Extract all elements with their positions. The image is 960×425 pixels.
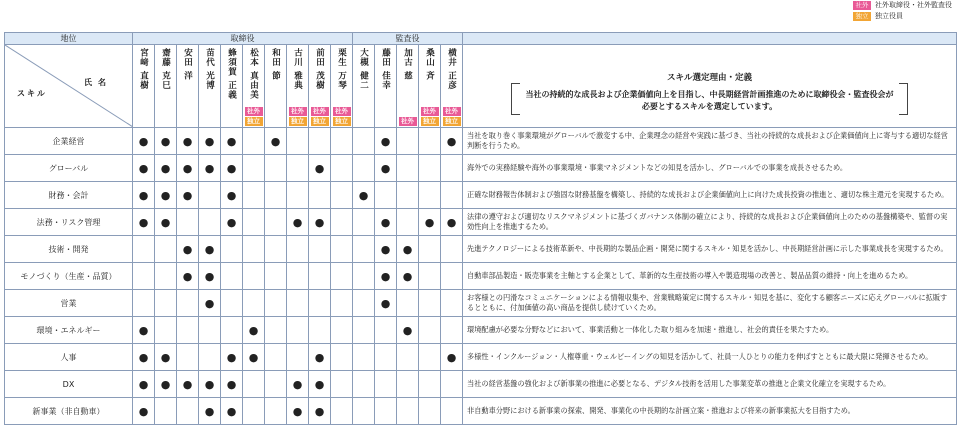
skill-name: 営業 — [5, 290, 133, 317]
skill-mark-empty — [397, 128, 419, 155]
skill-mark-dot: ● — [375, 236, 397, 263]
skill-mark-empty — [221, 290, 243, 317]
person-name: 加古 慈 — [402, 48, 413, 81]
skill-mark-dot: ● — [155, 371, 177, 398]
skill-mark-empty — [419, 155, 441, 182]
person-name-header — [221, 45, 243, 128]
skill-mark-dot: ● — [221, 398, 243, 425]
skill-mark-dot: ● — [397, 236, 419, 263]
person-name: 蜂須賀 正義 — [226, 48, 237, 100]
person-name: 大槻 健二 — [358, 48, 369, 90]
skill-row — [5, 371, 957, 398]
left-bracket-icon — [511, 83, 520, 115]
corner-header — [5, 45, 133, 128]
skill-mark-empty — [397, 290, 419, 317]
skill-mark-empty — [331, 344, 353, 371]
skill-mark-dot: ● — [309, 155, 331, 182]
person-name: 横井 正彦 — [446, 48, 457, 90]
skill-mark-empty — [265, 344, 287, 371]
skill-mark-empty — [243, 209, 265, 236]
skill-mark-dot: ● — [133, 128, 155, 155]
skill-mark-dot: ● — [133, 209, 155, 236]
skill-mark-dot: ● — [221, 344, 243, 371]
outside-badge: 社外 — [853, 1, 871, 10]
person-tags — [288, 107, 307, 126]
person-name-header — [287, 45, 309, 128]
skill-mark-dot: ● — [177, 236, 199, 263]
skill-mark-empty — [441, 155, 463, 182]
reason-title: スキル選定理由・定義 — [667, 73, 752, 83]
skill-mark-empty — [353, 371, 375, 398]
skill-mark-empty — [133, 236, 155, 263]
skill-mark-empty — [309, 317, 331, 344]
skill-mark-dot: ● — [243, 344, 265, 371]
skill-mark-dot: ● — [309, 344, 331, 371]
independent-badge: 独立 — [311, 117, 329, 126]
person-name: 古川 雅典 — [292, 48, 303, 90]
skill-mark-dot: ● — [243, 317, 265, 344]
skill-mark-empty — [265, 290, 287, 317]
person-tags — [310, 107, 329, 126]
person-name-header — [133, 45, 155, 128]
skill-reason: 先進テクノロジーによる技術革新や、中長期的な製品企画・開発に関するスキル・知見を活かし、中長期経営計画に示した事業成長を実現するため。 — [463, 236, 957, 263]
skill-mark-empty — [287, 344, 309, 371]
skill-mark-empty — [221, 236, 243, 263]
person-name-header — [397, 45, 419, 128]
person-tags — [442, 107, 461, 126]
skill-mark-dot: ● — [221, 155, 243, 182]
auditor-group-header: 監査役 — [353, 33, 463, 45]
skill-reason: 当社を取り巻く事業環境がグローバルで激変する中、企業理念の経営や実践に基づき、当社の持続的な成長および企業価値向上に寄与する適切な経営判断を行うため。 — [463, 128, 957, 155]
skill-mark-dot: ● — [221, 371, 243, 398]
legend — [853, 0, 952, 22]
skill-mark-dot: ● — [199, 236, 221, 263]
person-name: 宮﨑 直樹 — [138, 48, 149, 90]
skill-mark-dot: ● — [375, 155, 397, 182]
right-bracket-icon — [899, 83, 908, 115]
skill-mark-empty — [419, 371, 441, 398]
skill-mark-empty — [353, 209, 375, 236]
skill-mark-dot: ● — [199, 263, 221, 290]
skill-mark-dot: ● — [155, 155, 177, 182]
skill-mark-empty — [265, 236, 287, 263]
skill-mark-empty — [199, 209, 221, 236]
skill-name: 人事 — [5, 344, 133, 371]
person-name-header — [353, 45, 375, 128]
skill-mark-dot: ● — [199, 128, 221, 155]
person-name-header — [375, 45, 397, 128]
independent-badge: 独立 — [245, 117, 263, 126]
skill-reason: 当社の経営基盤の強化および新事業の推進に必要となる、デジタル技術を活用した事業変革の推進と企業文化確立を実現するため。 — [463, 371, 957, 398]
skill-mark-empty — [309, 236, 331, 263]
skill-row — [5, 290, 957, 317]
skill-name: 新事業（非自動車） — [5, 398, 133, 425]
person-name: 安田 洋 — [182, 48, 193, 81]
skill-reason: 海外での実務経験や海外の事業環境・事業マネジメントなどの知見を活かし、グローバルでの事業を成長させるため。 — [463, 155, 957, 182]
skill-mark-empty — [265, 209, 287, 236]
skill-mark-dot: ● — [375, 263, 397, 290]
skill-mark-empty — [265, 155, 287, 182]
skill-mark-empty — [243, 263, 265, 290]
skill-mark-empty — [309, 128, 331, 155]
skill-mark-dot: ● — [199, 290, 221, 317]
skill-mark-dot: ● — [265, 128, 287, 155]
skill-mark-dot: ● — [441, 344, 463, 371]
skill-mark-empty — [419, 182, 441, 209]
skill-mark-empty — [397, 155, 419, 182]
skill-mark-dot: ● — [133, 344, 155, 371]
skill-mark-empty — [441, 236, 463, 263]
skill-name: 法務・リスク管理 — [5, 209, 133, 236]
person-name: 栗生 万琴 — [336, 48, 347, 90]
skill-mark-empty — [221, 317, 243, 344]
skill-mark-empty — [177, 317, 199, 344]
skill-mark-dot: ● — [287, 371, 309, 398]
person-name-header — [177, 45, 199, 128]
skill-name: グローバル — [5, 155, 133, 182]
skill-mark-dot: ● — [155, 209, 177, 236]
reason-description: 当社の持続的な成長および企業価値向上を目指し、中長期経営計画推進のために取締役会・監査役会が必要とするスキルを選定しています。 — [525, 90, 894, 111]
skill-mark-empty — [331, 128, 353, 155]
skill-reason: 正確な財務報告体制および強固な財務基盤を構築し、持続的な成長および企業価値向上に向けた成長投資の推進と、適切な株主還元を実現するため。 — [463, 182, 957, 209]
person-name: 桑山 斉 — [424, 48, 435, 81]
skill-reason: お客様との円滑なコミュニケーションによる情報収集や、営業戦略策定に関するスキル・知見を基に、変化する顧客ニーズに応えグローバルに拡販するとともに、付加価値の高い商品を提供し続けていくため。 — [463, 290, 957, 317]
skill-mark-empty — [331, 317, 353, 344]
skill-mark-empty — [265, 182, 287, 209]
independent-badge: 独立 — [853, 12, 871, 21]
skill-mark-empty — [287, 155, 309, 182]
skill-mark-empty — [375, 344, 397, 371]
skill-mark-empty — [287, 317, 309, 344]
skill-mark-empty — [397, 209, 419, 236]
person-name-header — [243, 45, 265, 128]
skill-mark-dot: ● — [309, 371, 331, 398]
skill-row — [5, 263, 957, 290]
skill-mark-empty — [397, 344, 419, 371]
skill-mark-empty — [287, 128, 309, 155]
skill-mark-empty — [177, 209, 199, 236]
diagonal-line-icon — [5, 45, 133, 127]
outside-badge: 社外 — [289, 107, 307, 116]
skill-mark-empty — [287, 236, 309, 263]
person-name-header — [309, 45, 331, 128]
skill-mark-empty — [331, 182, 353, 209]
skill-mark-dot: ● — [397, 263, 419, 290]
skill-mark-empty — [353, 317, 375, 344]
skill-mark-dot: ● — [177, 155, 199, 182]
skill-mark-empty — [309, 182, 331, 209]
skill-mark-dot: ● — [441, 128, 463, 155]
skill-name: 環境・エネルギー — [5, 317, 133, 344]
reason-blank-header — [463, 33, 957, 45]
skill-mark-dot: ● — [199, 371, 221, 398]
legend-text: 独立役員 — [875, 12, 903, 20]
skill-row — [5, 182, 957, 209]
outside-badge: 社外 — [333, 107, 351, 116]
skill-mark-empty — [353, 236, 375, 263]
skill-row — [5, 128, 957, 155]
skill-mark-dot: ● — [397, 317, 419, 344]
person-name-header — [155, 45, 177, 128]
skill-mark-dot: ● — [309, 209, 331, 236]
skill-reason: 非自動車分野における新事業の探索、開発、事業化の中長期的な計画立案・推進および将来の新事業拡大を目指すため。 — [463, 398, 957, 425]
skill-mark-empty — [375, 182, 397, 209]
person-name: 松本 真由美 — [248, 48, 259, 100]
name-label: 氏名 — [84, 78, 112, 87]
independent-badge: 独立 — [421, 117, 439, 126]
skill-name: DX — [5, 371, 133, 398]
header-row-position — [5, 33, 957, 45]
skill-mark-dot: ● — [133, 398, 155, 425]
skill-mark-empty — [375, 317, 397, 344]
skill-mark-empty — [397, 182, 419, 209]
skill-mark-empty — [155, 290, 177, 317]
skill-mark-empty — [419, 344, 441, 371]
skill-mark-dot: ● — [155, 128, 177, 155]
skill-mark-empty — [177, 344, 199, 371]
skill-mark-dot: ● — [441, 209, 463, 236]
skill-mark-dot: ● — [133, 155, 155, 182]
skill-mark-dot: ● — [375, 290, 397, 317]
skill-name: 財務・会計 — [5, 182, 133, 209]
header-row-names — [5, 45, 957, 128]
skill-mark-empty — [419, 263, 441, 290]
skill-mark-empty — [419, 290, 441, 317]
skill-mark-empty — [133, 263, 155, 290]
skill-reason: 多様性・インクルージョン・人権尊重・ウェルビーイングの知見を活かして、社員一人ひとりの能力を伸ばすとともに最大限に発揮させるため。 — [463, 344, 957, 371]
skill-name: モノづくり（生産・品質） — [5, 263, 133, 290]
skill-mark-empty — [331, 371, 353, 398]
skill-name: 技術・開発 — [5, 236, 133, 263]
skill-mark-dot: ● — [419, 209, 441, 236]
skill-mark-dot: ● — [133, 182, 155, 209]
person-name: 藤田 佳幸 — [380, 48, 391, 90]
skill-mark-empty — [265, 263, 287, 290]
outside-badge: 社外 — [421, 107, 439, 116]
skill-mark-empty — [419, 236, 441, 263]
skill-mark-empty — [199, 182, 221, 209]
skill-mark-dot: ● — [177, 371, 199, 398]
person-name-header — [265, 45, 287, 128]
skill-mark-dot: ● — [353, 182, 375, 209]
skill-mark-dot: ● — [309, 398, 331, 425]
outside-badge: 社外 — [311, 107, 329, 116]
skill-mark-empty — [353, 290, 375, 317]
skill-mark-dot: ● — [221, 182, 243, 209]
skill-mark-dot: ● — [287, 398, 309, 425]
skill-mark-empty — [133, 290, 155, 317]
person-name: 前田 茂樹 — [314, 48, 325, 90]
skill-mark-empty — [265, 317, 287, 344]
independent-badge: 独立 — [443, 117, 461, 126]
skill-row — [5, 344, 957, 371]
skill-body — [5, 128, 957, 425]
position-header: 地位 — [5, 33, 133, 45]
outside-badge: 社外 — [443, 107, 461, 116]
skill-mark-empty — [287, 290, 309, 317]
person-name-header — [199, 45, 221, 128]
independent-badge: 独立 — [333, 117, 351, 126]
skill-mark-empty — [287, 182, 309, 209]
reason-header — [463, 45, 957, 128]
skill-mark-empty — [331, 155, 353, 182]
skill-mark-empty — [243, 128, 265, 155]
person-name-header — [331, 45, 353, 128]
skill-mark-empty — [243, 155, 265, 182]
skill-mark-dot: ● — [133, 317, 155, 344]
skill-mark-empty — [199, 344, 221, 371]
skill-mark-dot: ● — [155, 182, 177, 209]
person-tags — [244, 107, 263, 126]
legend-item-independent — [853, 11, 952, 22]
skill-mark-empty — [441, 317, 463, 344]
legend-text: 社外取締役・社外監査役 — [875, 1, 952, 9]
skill-mark-empty — [155, 263, 177, 290]
person-name-header — [441, 45, 463, 128]
independent-badge: 独立 — [289, 117, 307, 126]
skill-mark-empty — [353, 344, 375, 371]
person-tags — [332, 107, 351, 126]
skill-row — [5, 236, 957, 263]
skill-mark-empty — [243, 236, 265, 263]
skill-mark-empty — [309, 263, 331, 290]
skill-mark-empty — [155, 317, 177, 344]
legend-item-outside — [853, 0, 952, 11]
skill-mark-empty — [353, 155, 375, 182]
skill-mark-dot: ● — [199, 155, 221, 182]
skill-mark-empty — [331, 290, 353, 317]
skill-mark-empty — [331, 209, 353, 236]
person-tags — [420, 107, 439, 126]
skill-mark-empty — [243, 371, 265, 398]
skill-reason: 環境配慮が必要な分野などにおいて、事業活動と一体化した取り組みを加速・推進し、社会的責任を果たすため。 — [463, 317, 957, 344]
person-name: 齋藤 克巳 — [160, 48, 171, 90]
skill-mark-empty — [309, 290, 331, 317]
skill-matrix-table — [4, 32, 957, 425]
skill-mark-empty — [441, 371, 463, 398]
outside-badge: 社外 — [245, 107, 263, 116]
skill-mark-empty — [397, 371, 419, 398]
skill-mark-empty — [265, 371, 287, 398]
skill-mark-empty — [199, 317, 221, 344]
outside-badge: 社外 — [399, 117, 417, 126]
person-tags — [398, 117, 417, 126]
skill-mark-empty — [419, 317, 441, 344]
skill-mark-empty — [177, 290, 199, 317]
skill-reason: 法律の遵守および適切なリスクマネジメントに基づくガバナンス体制の確立により、持続的な成長および企業価値向上のための基盤構築や、監督の実効性向上を推進するため。 — [463, 209, 957, 236]
skill-label: スキル — [17, 89, 47, 98]
skill-mark-empty — [331, 236, 353, 263]
skill-mark-empty — [353, 263, 375, 290]
person-name-header — [419, 45, 441, 128]
skill-mark-empty — [441, 290, 463, 317]
skill-mark-dot: ● — [199, 398, 221, 425]
skill-mark-empty — [287, 263, 309, 290]
skill-mark-empty — [221, 263, 243, 290]
skill-mark-dot: ● — [221, 209, 243, 236]
skill-name: 企業経営 — [5, 128, 133, 155]
skill-row — [5, 209, 957, 236]
skill-mark-empty — [419, 128, 441, 155]
director-group-header: 取締役 — [133, 33, 353, 45]
skill-mark-dot: ● — [375, 209, 397, 236]
skill-mark-empty — [331, 263, 353, 290]
skill-mark-dot: ● — [375, 128, 397, 155]
skill-mark-dot: ● — [221, 128, 243, 155]
skill-mark-empty — [353, 128, 375, 155]
skill-row — [5, 155, 957, 182]
skill-mark-empty — [155, 236, 177, 263]
skill-mark-dot: ● — [177, 182, 199, 209]
skill-mark-dot: ● — [287, 209, 309, 236]
skill-mark-empty — [243, 182, 265, 209]
person-name: 和田 節 — [270, 48, 281, 81]
skill-mark-dot: ● — [177, 128, 199, 155]
skill-reason: 自動車部品製造・販売事業を主軸とする企業として、革新的な生産技術の導入や製造現場の改善と、製品品質の維持・向上を進めるため。 — [463, 263, 957, 290]
skill-mark-empty — [441, 263, 463, 290]
person-name: 苗代 光博 — [204, 48, 215, 90]
skill-row — [5, 317, 957, 344]
skill-mark-empty — [375, 371, 397, 398]
skill-mark-dot: ● — [155, 344, 177, 371]
skill-mark-empty — [243, 290, 265, 317]
skill-mark-dot: ● — [177, 263, 199, 290]
skill-mark-dot: ● — [133, 371, 155, 398]
skill-mark-empty — [441, 182, 463, 209]
